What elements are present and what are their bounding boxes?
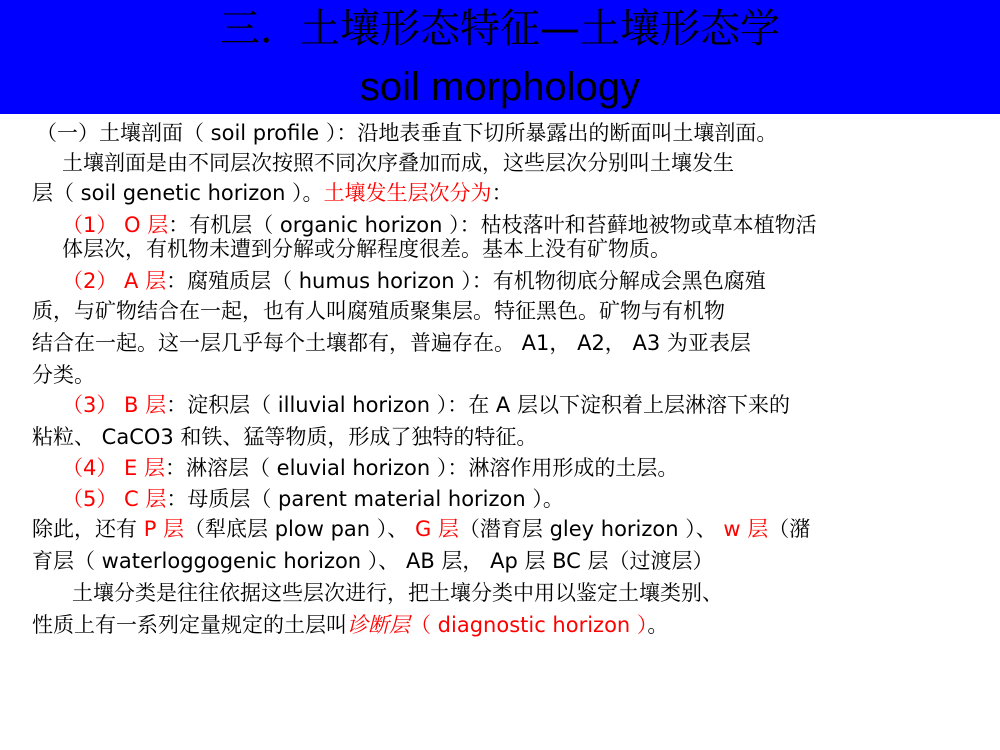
c-horizon-label: （5） C 层 [62,487,167,511]
o-horizon-line1 [62,212,817,238]
p-horizon-label: P 层 [143,517,185,541]
o-horizon-text: ：有机层（ organic horizon ）：枯枝落叶和苔藓地被物或草本植物活 [168,213,817,237]
waterlogged-text-start: （潴 [768,517,811,541]
o-horizon-line2: 体层次，有机物未遭到分解或分解程度很差。基本上没有矿物质。 [62,237,671,261]
o-horizon-label: （1） O 层 [62,213,169,237]
diagnostic-horizon-english: （ diagnostic horizon ） [410,613,648,637]
a-horizon-label: （2） A 层 [62,269,167,293]
a-horizon-line1 [62,268,766,294]
c-horizon-text: ：母质层（ parent material horizon ）。 [166,487,564,511]
e-horizon-label: （4） E 层 [62,456,165,480]
e-horizon-line [62,455,678,481]
b-horizon-label: （3） B 层 [62,393,167,417]
e-horizon-text: ：淋溶层（ eluvial horizon ）：淋溶作用形成的土层。 [164,456,679,480]
colon-text: ： [491,181,513,205]
slide-title-chinese: 三．土壤形态特征—土壤形态学 [220,6,780,52]
slide-title-english: soil morphology [359,65,641,109]
diagnostic-line1: 土壤分类是往往依据这些层次进行，把土壤分类中用以鉴定土壤类别、 [72,581,723,605]
other-horizons-line1 [32,516,810,542]
other-horizons-line2: 育层（ waterloggogenic horizon ）、 AB 层， Ap 层 BC 层（过渡层） [32,549,714,573]
diagnostic-line2 [32,612,668,638]
genetic-horizon-text: 层（ soil genetic horizon ）。 [32,181,324,205]
a-horizon-line2: 质，与矿物结合在一起，也有人叫腐殖质聚集层。特征黑色。矿物与有机物 [32,299,725,323]
diagnostic-horizon-term: 诊断层 [347,613,410,637]
period-text: 。 [647,613,669,637]
a-horizon-text: ：腐殖质层（ humus horizon ）：有机物彻底分解成会黑色腐殖 [166,269,766,293]
a-horizon-line4: 分类。 [32,363,95,387]
genetic-horizon-intro-line2 [32,180,513,206]
b-horizon-text: ：淀积层（ illuvial horizon ）：在 A 层以下淀积着上层淋溶下来的 [166,393,790,417]
diagnostic-intro: 性质上有一系列定量规定的土层叫 [32,613,347,637]
a-horizon-line3: 结合在一起。这一层几乎每个土壤都有，普遍存在。 A1， A2， A3 为亚表层 [32,331,751,355]
b-horizon-line2: 粘粒、 CaCO3 和铁、猛等物质，形成了独特的特征。 [32,425,538,449]
gley-horizon-text: （潜育层 gley horizon ）、 [458,517,724,541]
other-horizons-intro: 除此，还有 [32,517,144,541]
soil-profile-definition: （一）土壤剖面（ soil profile ）：沿地表垂直下切所暴露出的断面叫土壤剖面。 [36,121,778,145]
horizon-division-highlight: 土壤发生层次分为 [323,181,492,205]
genetic-horizon-intro-line1: 土壤剖面是由不同层次按照不同次序叠加而成，这些层次分别叫土壤发生 [62,151,734,175]
w-horizon-label: w 层 [723,517,769,541]
c-horizon-line [62,486,564,512]
b-horizon-line1 [62,392,790,418]
g-horizon-label: G 层 [414,517,459,541]
plow-pan-text: （犁底层 plow pan ）、 [184,517,415,541]
